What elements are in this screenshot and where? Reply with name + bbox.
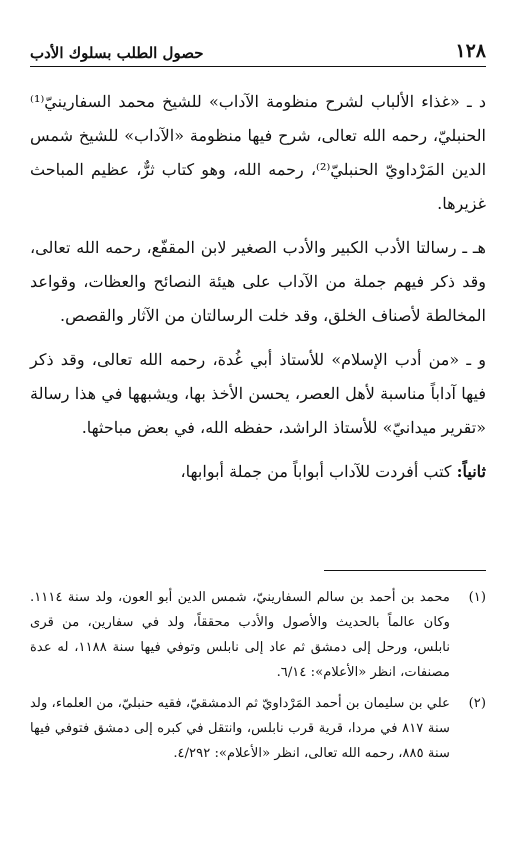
footnotes — [30, 585, 486, 772]
page-number: ١٢٨ — [455, 40, 486, 62]
paragraph-dal: د ـ «غذاء الألباب لشرح منظومة الآداب» للشيخ محمد السفارينيّ⁽¹⁾ الحنبليّ، رحمه الله تعالى، شرح فيها منظومة «الآداب» للشيخ شمس الدين المَرْداويّ الحنبليّ⁽²⁾، رحمه الله، وهو كتاب ثرٌّ، عظيم المباحث غزيرها. — [30, 92, 487, 213]
running-title: حصول الطلب بسلوك الأدب — [30, 44, 204, 62]
footnote-2 — [30, 691, 486, 766]
footnote-number: (١) — [468, 590, 486, 605]
footnote-text: علي بن سليمان بن أحمد المَرْداويّ ثم الدمشقيّ، فقيه حنبليّ، من العلماء، ولد سنة ٨١٧ في مردا، قرية قرب نابلس، وانتقل في كبره إلى دمشق فتوفي فيها سنة ٨٨٥، رحمه الله تعالى، انظر «الأعلام»: ٤/٢٩٢. — [30, 696, 450, 761]
paragraph-ha: هـ ـ رسالتا الأدب الكبير والأدب الصغير لابن المقفّع، رحمه الله تعالى، وقد ذكر فيهم جملة من الآداب على هيئة النصائح والعظات، وقواعد المخالطة لأصناف الخلق، وقد خلت الرسالتان من الآثار والقصص. — [30, 238, 486, 325]
footnote-text: محمد بن أحمد بن سالم السفارينيّ، شمس الدين أبو العون، ولد سنة ١١١٤. وكان عالماً بالحديث والأصول والأدب محققاً، ولد في سفارين، من قرى نابلس، ورحل إلى دمشق ثم عاد إلى نابلس وتوفي فيها سنة ١١٨٨، له عدة مصنفات، انظر «الأعلام»: ٦/١٤. — [30, 590, 450, 680]
section-lead-text: كتب أفردت للآداب أبواباً من جملة أبوابها، — [180, 462, 457, 481]
body-text — [30, 85, 486, 499]
footnote-1 — [30, 585, 486, 685]
footnote-divider — [324, 570, 486, 571]
paragraph-waw: و ـ «من أدب الإسلام» للأستاذ أبي غُدة، رحمه الله تعالى، وقد ذكر فيها آداباً مناسبة لأهل العصر، يحسن الأخذ بها، ويشبهها في هذا رسالة «تقرير ميدانيّ» للأستاذ الراشد، حفظه الله، في بعض مباحثها. — [30, 350, 486, 437]
section-lead: ثانياً: — [456, 462, 486, 481]
footnote-number: (٢) — [468, 696, 486, 711]
page-header — [30, 42, 486, 67]
paragraph-thaniyan — [30, 455, 486, 489]
